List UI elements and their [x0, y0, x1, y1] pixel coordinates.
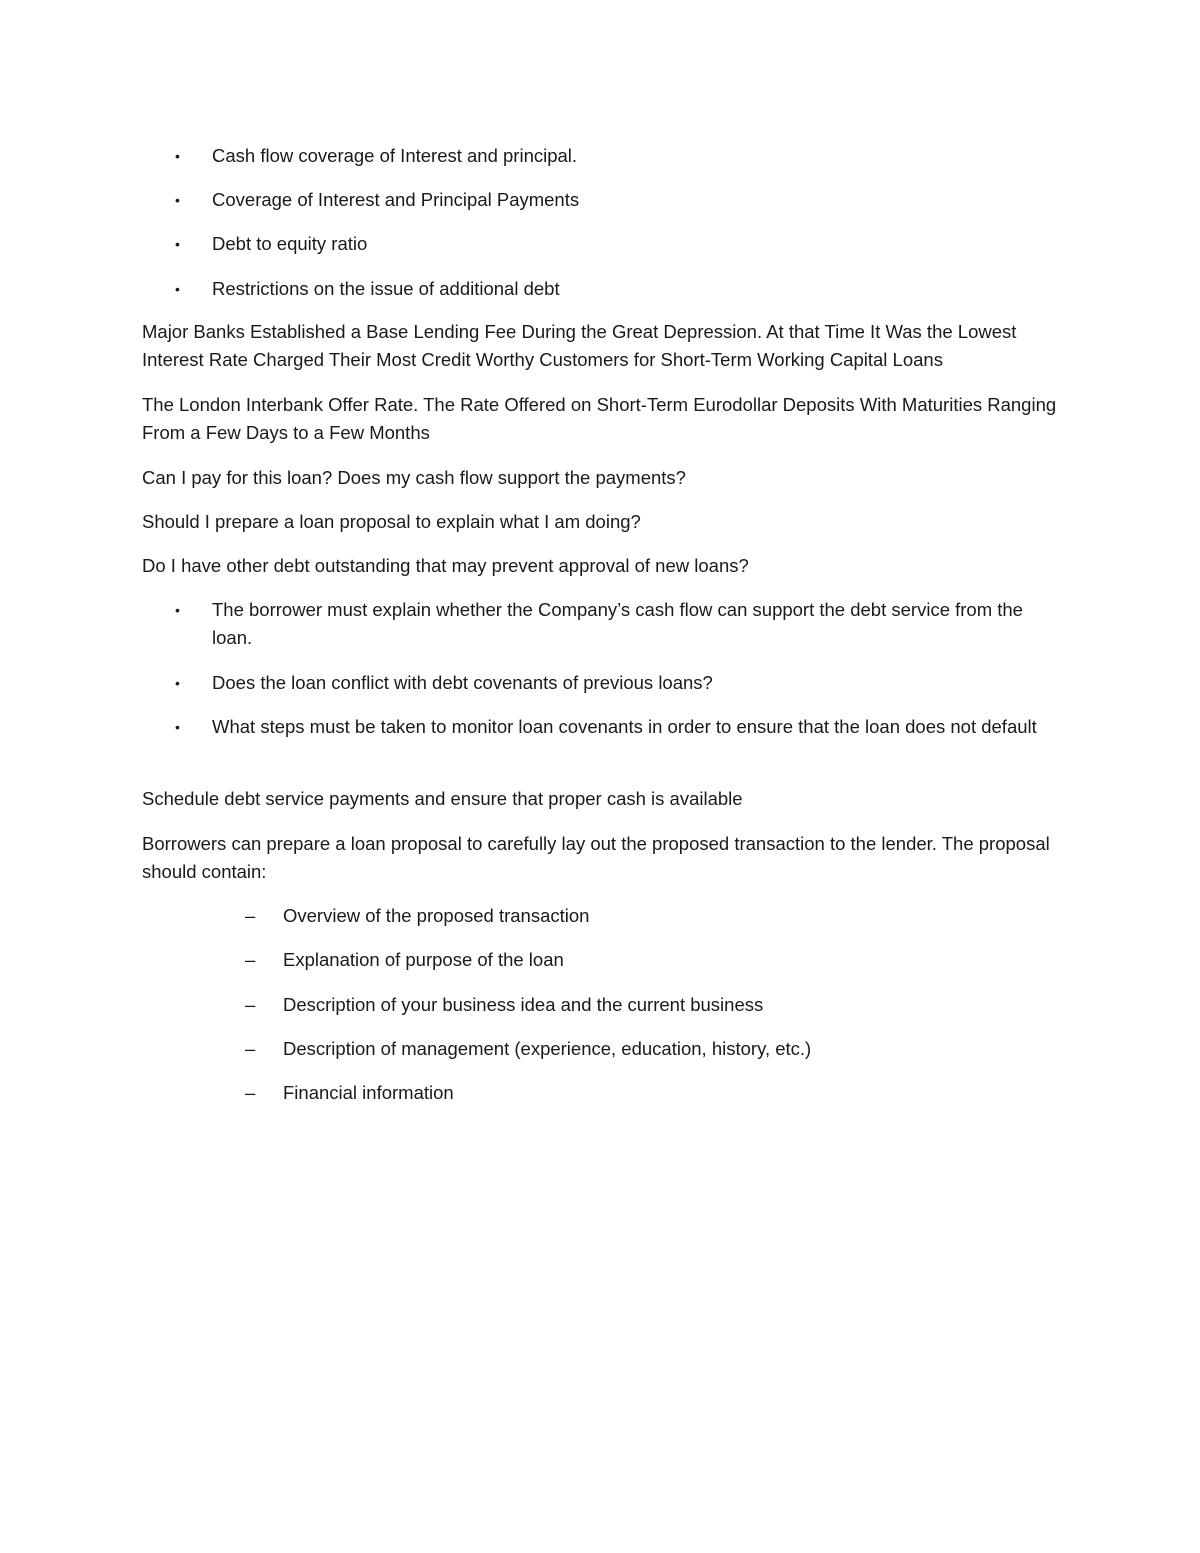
paragraph-libor: The London Interbank Offer Rate. The Rate Offered on Short-Term Eurodollar Deposits With Maturities Ranging From a Few Days to a Few Months [142, 394, 1057, 443]
question-debt: Do I have other debt outstanding that may prevent approval of new loans? [142, 555, 749, 576]
dash-icon: – [245, 994, 256, 1015]
bullet-item [175, 596, 1055, 652]
bullet-text: Does the loan conflict with debt covenants of previous loans? [212, 672, 713, 693]
dash-icon: – [245, 1038, 256, 1059]
dash-icon: – [245, 1082, 256, 1103]
bullet-icon: • [175, 192, 180, 208]
dash-icon: – [245, 949, 256, 970]
bullet-icon: • [175, 675, 180, 691]
question-proposal: Should I prepare a loan proposal to explain what I am doing? [142, 511, 641, 532]
paragraph-schedule: Schedule debt service payments and ensure that proper cash is available [142, 788, 743, 809]
bullet-text: Coverage of Interest and Principal Payments [212, 189, 580, 210]
bullet-icon: • [175, 281, 180, 297]
bullet-text: Debt to equity ratio [212, 233, 368, 254]
dash-text: Financial information [283, 1082, 454, 1103]
dash-icon: – [245, 905, 256, 926]
dash-text: Description of management (experience, education, history, etc.) [283, 1038, 812, 1059]
bullet-icon: • [175, 148, 180, 164]
bullet-icon: • [175, 236, 180, 252]
dash-text: Overview of the proposed transaction [283, 905, 590, 926]
bullet-text: What steps must be taken to monitor loan covenants in order to ensure that the loan does not default [212, 716, 1037, 737]
dash-text: Explanation of purpose of the loan [283, 949, 564, 970]
bullet-icon: • [175, 602, 180, 618]
dash-text: Description of your business idea and the current business [283, 994, 764, 1015]
bullet-text: Restrictions on the issue of additional debt [212, 278, 560, 299]
bullet-item [175, 713, 1055, 769]
paragraph-borrowers: Borrowers can prepare a loan proposal to carefully lay out the proposed transaction to the lender. The proposal should contain: [142, 833, 1050, 882]
paragraph-prime-rate: Major Banks Established a Base Lending Fee During the Great Depression. At that Time It Was the Lowest Interest Rate Charged Their Most Credit Worthy Customers for Short-Term Working Capital Loans [142, 321, 1017, 370]
bullet-text: Cash flow coverage of Interest and principal. [212, 145, 578, 166]
bullet-text: The borrower must explain whether the Company’s cash flow can support the debt service from the loan. [212, 599, 1023, 648]
question-pay: Can I pay for this loan? Does my cash flow support the payments? [142, 467, 686, 488]
bullet-icon: • [175, 719, 180, 735]
